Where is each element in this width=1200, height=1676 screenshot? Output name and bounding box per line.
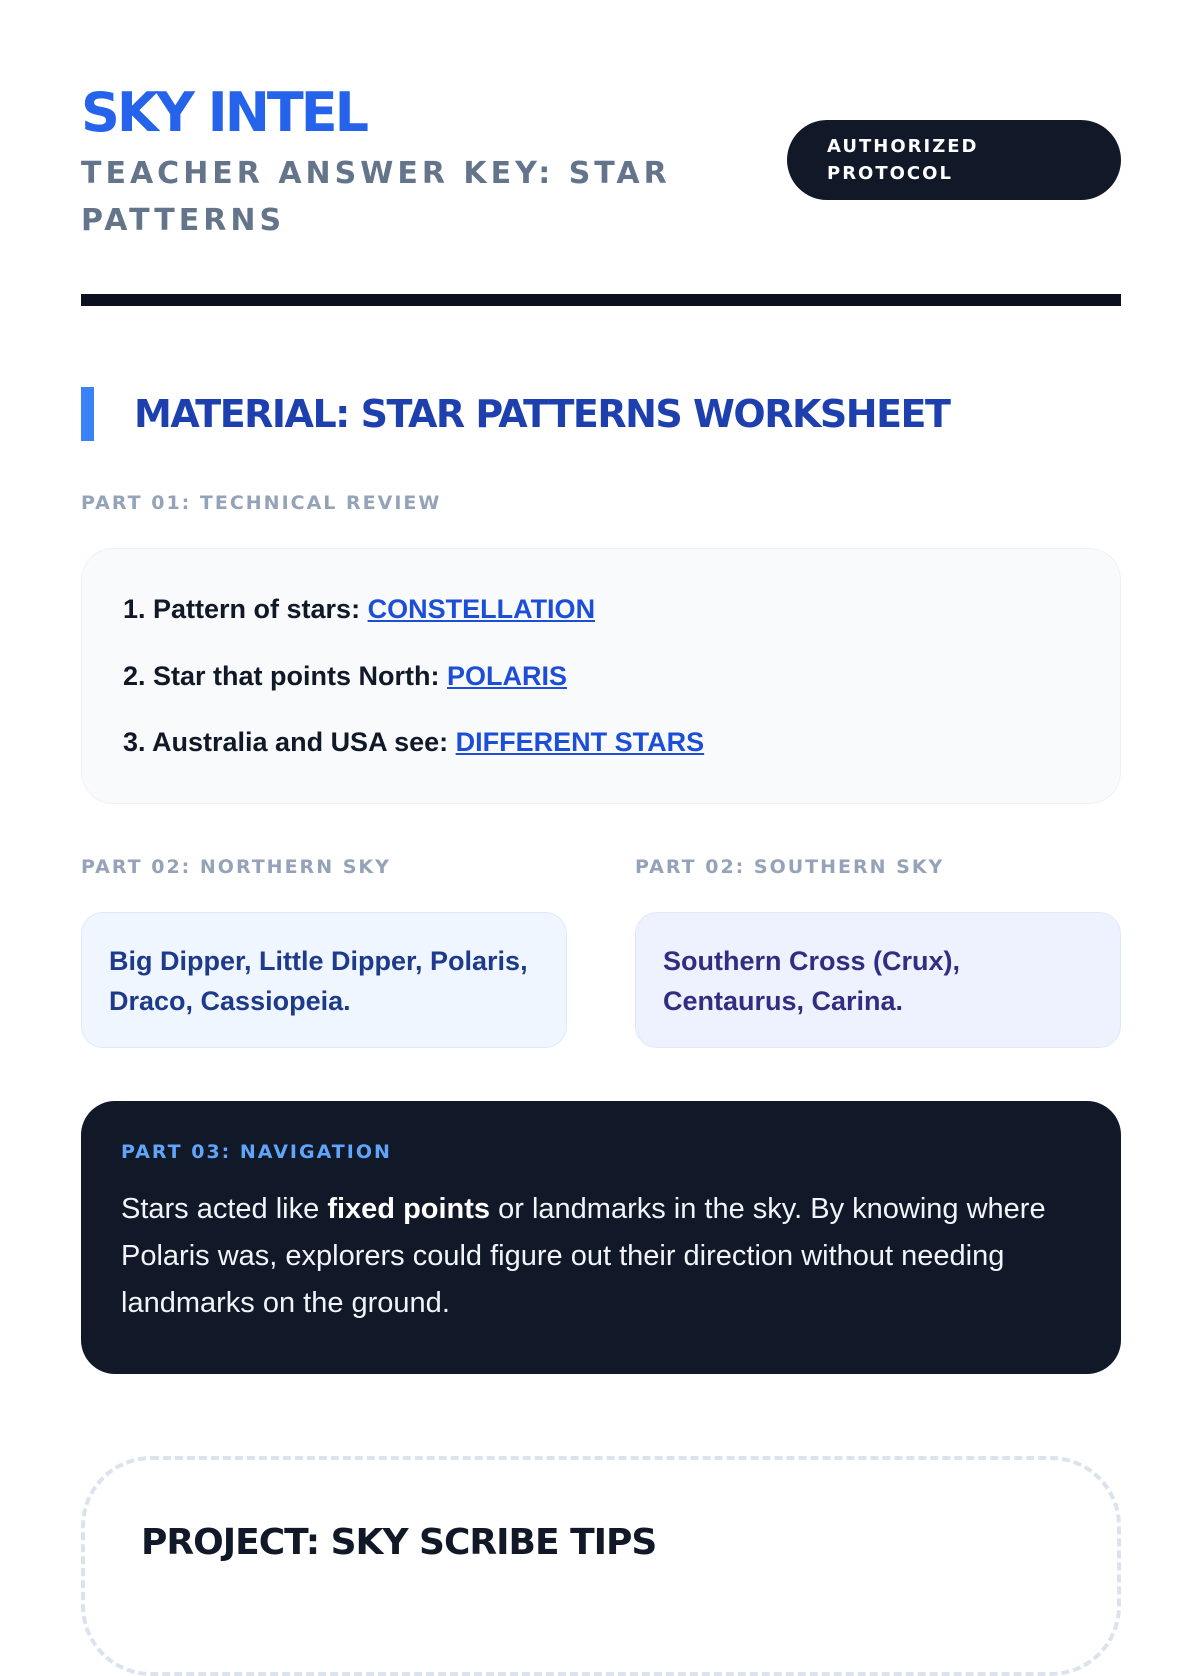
answer-item: [123, 661, 567, 692]
part2-north-label: PART 02: NORTHERN SKY: [81, 856, 391, 878]
navigation-text-bold: fixed points: [327, 1193, 491, 1225]
project-title: PROJECT: SKY SCRIBE TIPS: [141, 1522, 657, 1563]
section-heading: [81, 387, 1121, 441]
project-card: [81, 1456, 1121, 1676]
southern-sky-card: Southern Cross (Crux), Centaurus, Carina.: [635, 912, 1121, 1048]
technical-review-card: [81, 548, 1121, 804]
badge-line-1: AUTHORIZED: [827, 136, 979, 157]
navigation-text-end: or landmarks in the sky. By knowing where Polaris was, explorers could figure out their direction without needing landmarks on the ground.: [121, 1193, 1046, 1319]
section-accent-bar: [81, 387, 94, 441]
navigation-text-start: Stars acted like: [121, 1193, 328, 1225]
navigation-text: [121, 1186, 1081, 1327]
part3-label: PART 03: NAVIGATION: [121, 1141, 392, 1163]
part1-label: PART 01: TECHNICAL REVIEW: [81, 492, 442, 514]
answer-question: 2. Star that points North:: [123, 661, 447, 691]
answer-value: DIFFERENT STARS: [455, 727, 705, 757]
page-subtitle: TEACHER ANSWER KEY: STAR PATTERNS: [81, 156, 671, 238]
answer-value: CONSTELLATION: [367, 594, 596, 624]
answer-item: [123, 727, 704, 758]
protocol-badge: [787, 120, 1121, 200]
badge-line-2: PROTOCOL: [827, 163, 953, 184]
header-divider: [81, 294, 1121, 306]
page-header: [81, 80, 1121, 250]
answer-question: 3. Australia and USA see:: [123, 727, 456, 757]
part2-south-label: PART 02: SOUTHERN SKY: [635, 856, 945, 878]
section-title: MATERIAL: STAR PATTERNS WORKSHEET: [134, 392, 950, 436]
answer-value: POLARIS: [447, 661, 568, 691]
answer-item: [123, 594, 595, 625]
brand-title: SKY INTEL: [81, 81, 367, 144]
answer-question: 1. Pattern of stars:: [123, 594, 368, 624]
navigation-card: [81, 1101, 1121, 1374]
northern-sky-card: Big Dipper, Little Dipper, Polaris, Draco, Cassiopeia.: [81, 912, 567, 1048]
